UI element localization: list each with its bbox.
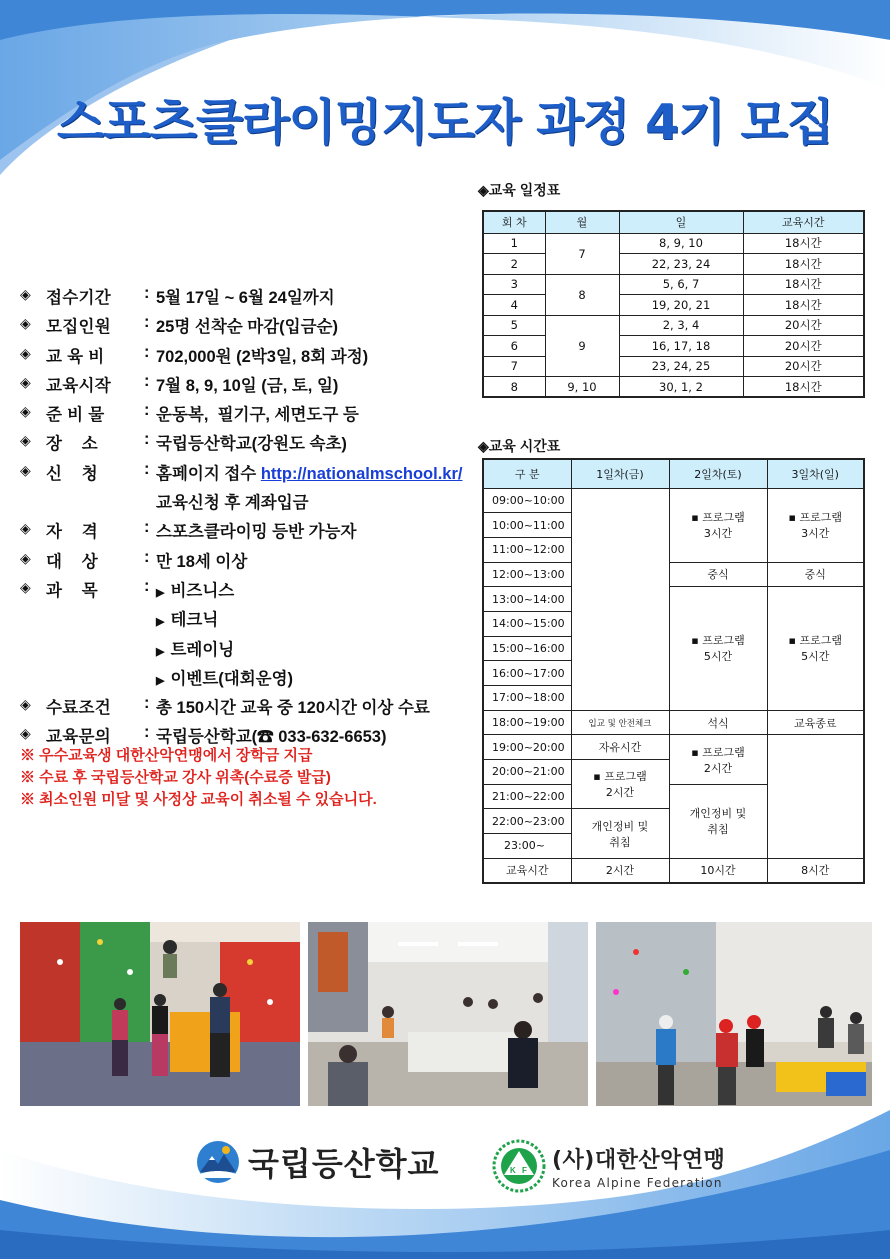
table-cell: 20시간 [743, 315, 864, 336]
info-row-subject-4 [20, 665, 470, 694]
info-label: 장 소 [46, 435, 99, 454]
triangle-right-icon: ▶ [156, 645, 165, 658]
info-row-capacity: ◈ 모집인원 : 25명 선착순 마감(입금순) [20, 313, 338, 337]
table-cell: 18시간 [743, 233, 864, 254]
info-row-subjects: ◈ 과 목 : ▶ 비즈니스 [20, 576, 235, 600]
info-value: 스포츠클라이밍 등반 가능자 [156, 523, 357, 542]
triangle-right-icon: ▶ [156, 674, 165, 687]
info-label: 모집인원 [46, 318, 111, 337]
time-cell: 18:00~19:00 [483, 710, 571, 735]
mountain-logo-icon [196, 1140, 240, 1184]
table-row [483, 295, 864, 316]
diamond-icon: ◈ [20, 696, 31, 713]
federation-name-en: Korea Alpine Federation [552, 1175, 723, 1190]
table-cell: 20시간 [743, 356, 864, 377]
subject-item: 이벤트(대회운영) [170, 669, 294, 688]
table-cell: 10시간 [669, 858, 767, 883]
table-cell: 19, 20, 21 [619, 295, 743, 316]
table-cell [571, 488, 669, 710]
info-value: 국립등산학교(강원도 속초) [156, 435, 347, 454]
table-cell: 30, 1, 2 [619, 377, 743, 398]
note-item: ※ 최소인원 미달 및 사정상 교육이 취소될 수 있습니다. [20, 791, 377, 808]
time-cell: 16:00~17:00 [483, 661, 571, 686]
table-cell: 9, 10 [545, 377, 619, 398]
table-cell: 2, 3, 4 [619, 315, 743, 336]
program-cell: ▪ 프로그램 5시간 [669, 587, 767, 710]
diamond-icon: ◈ [20, 403, 31, 420]
table-cell: 2시간 [571, 858, 669, 883]
table-row [483, 274, 864, 295]
climbing-wall-photo [20, 922, 300, 1106]
info-row-fee: ◈ 교 육 비 : 702,000원 (2박3일, 8회 과정) [20, 342, 369, 366]
time-cell: 21:00~22:00 [483, 784, 571, 809]
info-row-start: ◈ 교육시작 : 7월 8, 9, 10일 (금, 토, 일) [20, 371, 339, 395]
info-label: 준 비 물 [46, 406, 105, 425]
diamond-icon: ◈ [20, 344, 31, 361]
table-cell: 5 [483, 315, 545, 336]
info-value: 702,000원 (2박3일, 8회 과정) [156, 347, 369, 366]
kaf-emblem-icon [492, 1139, 546, 1193]
table-cell: 22, 23, 24 [619, 254, 743, 275]
table-row [483, 336, 864, 357]
info-row-subject-3 [20, 636, 470, 665]
diamond-icon: ◈ [20, 315, 31, 332]
info-row-target: ◈ 대 상 : 만 18세 이상 [20, 547, 248, 571]
table-cell: 20시간 [743, 336, 864, 357]
time-cell: 17:00~18:00 [483, 686, 571, 711]
info-label: 대 상 [46, 552, 99, 571]
table-cell: 개인정비 및 취침 [669, 784, 767, 858]
table-cell: 석식 [669, 710, 767, 735]
time-cell: 23:00~ [483, 834, 571, 859]
federation-text [552, 1143, 725, 1190]
table-row [483, 377, 864, 398]
program-cell: ▪ 프로그램 2시간 [571, 760, 669, 809]
diamond-icon: ◈ [20, 578, 31, 595]
federation-name: (사)대한산악연맹 [552, 1147, 726, 1173]
diamond-icon: ◈ [20, 461, 31, 478]
table-row [483, 356, 864, 377]
diamond-icon: ◈ [20, 549, 31, 566]
classroom-photo [308, 922, 588, 1106]
info-label: 교육시작 [46, 376, 111, 395]
table-row [483, 254, 864, 275]
info-row-place: ◈ 장 소 : 국립등산학교(강원도 속초) [20, 430, 347, 454]
subject-item: 비즈니스 [170, 581, 235, 600]
info-label: 자 격 [46, 523, 99, 542]
info-value: 운동복, 필기구, 세면도구 등 [156, 406, 359, 425]
table-cell: 8 [545, 274, 619, 315]
table-header: 1일차(금) [571, 459, 669, 488]
table-cell: 2 [483, 254, 545, 275]
time-cell: 12:00~13:00 [483, 562, 571, 587]
table-cell: 5, 6, 7 [619, 274, 743, 295]
info-value: 국립등산학교(☎ 033-632-6653) [156, 728, 387, 747]
table-cell: 18시간 [743, 377, 864, 398]
table-cell: 8, 9, 10 [619, 233, 743, 254]
table-cell: 자유시간 [571, 735, 669, 760]
table-header: 회 차 [483, 211, 545, 233]
diamond-icon: ◈ [20, 432, 31, 449]
table-cell: 개인정비 및 취침 [571, 809, 669, 858]
diamond-icon: ◈ [20, 520, 31, 537]
info-label: 수료조건 [46, 699, 111, 718]
info-label: 신 청 [46, 464, 99, 483]
bottom-banner [0, 1110, 890, 1259]
info-value [156, 460, 463, 484]
table-cell: 교육시간 [483, 858, 571, 883]
table-cell: 6 [483, 336, 545, 357]
info-row-period: ◈ 접수기간 : 5월 17일 ~ 6월 24일까지 [20, 284, 335, 307]
info-row-subject-2 [20, 606, 470, 635]
info-row-inquiry: ◈ 교육문의 : 국립등산학교(☎ 033-632-6653) [20, 723, 387, 747]
time-cell: 14:00~15:00 [483, 611, 571, 636]
info-label: 과 목 [46, 581, 99, 600]
schedule-title: ◈교육 일정표 [478, 182, 561, 198]
table-cell: 8 [483, 377, 545, 398]
note-item: ※ 우수교육생 대한산악연맹에서 장학금 지급 [20, 747, 313, 764]
program-cell: ▪ 프로그램 3시간 [767, 488, 864, 562]
info-row-qualification: ◈ 자 격 : 스포츠클라이밍 등반 가능자 [20, 518, 357, 542]
info-row-supplies: ◈ 준 비 물 : 운동복, 필기구, 세면도구 등 [20, 401, 359, 425]
table-cell: 중식 [767, 562, 864, 587]
info-value: 5월 17일 ~ 6월 24일까지 [156, 289, 335, 307]
federation-logo [492, 1139, 725, 1193]
program-cell: ▪ 프로그램 3시간 [669, 488, 767, 562]
time-cell: 11:00~12:00 [483, 537, 571, 562]
table-cell: 7 [545, 233, 619, 274]
table-header: 3일차(일) [767, 459, 864, 488]
info-value: 교육신청 후 계좌입금 [156, 494, 309, 513]
table-row [483, 233, 864, 254]
info-value: 7월 8, 9, 10일 (금, 토, 일) [156, 376, 339, 395]
diamond-icon: ◈ [20, 373, 31, 390]
emblem-letter: F [522, 1166, 527, 1175]
table-cell: 8시간 [767, 858, 864, 883]
indoor-gym-photo [596, 922, 872, 1106]
info-label: 교 육 비 [46, 347, 105, 366]
triangle-right-icon: ▶ [156, 616, 165, 629]
info-list [20, 284, 470, 753]
info-value: 만 18세 이상 [156, 552, 248, 571]
info-row-apply: ◈ 신 청 : 홈페이지 접수 http://nationalmschool.kr/ [20, 459, 463, 483]
subject-item: 테크닉 [170, 611, 219, 630]
triangle-right-icon: ▶ [156, 586, 165, 599]
emblem-letter: K [510, 1166, 516, 1175]
photo-strip [20, 922, 872, 1106]
time-cell: 20:00~21:00 [483, 760, 571, 785]
subject-item: 트레이닝 [170, 640, 235, 659]
table-cell: 4 [483, 295, 545, 316]
table-cell: 1 [483, 233, 545, 254]
diamond-icon: ◈ [20, 725, 31, 742]
time-cell: 09:00~10:00 [483, 488, 571, 513]
table-cell: 교육종료 [767, 710, 864, 735]
table-cell: 18시간 [743, 295, 864, 316]
time-cell: 10:00~11:00 [483, 513, 571, 538]
info-label: 접수기간 [46, 289, 111, 307]
time-cell: 22:00~23:00 [483, 809, 571, 834]
table-cell: 입교 및 안전체크 [571, 710, 669, 735]
time-cell: 13:00~14:00 [483, 587, 571, 612]
time-cell: 15:00~16:00 [483, 636, 571, 661]
notes [20, 744, 377, 810]
info-value: 25명 선착순 마감(입금순) [156, 318, 338, 337]
table-cell: 18시간 [743, 274, 864, 295]
program-cell: ▪ 프로그램 2시간 [669, 735, 767, 784]
table-cell: 3 [483, 274, 545, 295]
info-row-completion: ◈ 수료조건 : 총 150시간 교육 중 120시간 이상 수료 [20, 694, 430, 718]
note-item: ※ 수료 후 국립등산학교 강사 위촉(수료증 발급) [20, 769, 331, 786]
table-cell [767, 735, 864, 858]
timetable-title: ◈교육 시간표 [478, 438, 561, 454]
table-header: 교육시간 [743, 211, 864, 233]
diamond-icon: ◈ [20, 286, 31, 302]
table-header: 일 [619, 211, 743, 233]
table-header: 2일차(토) [669, 459, 767, 488]
table-cell: 9 [545, 315, 619, 377]
table-cell: 16, 17, 18 [619, 336, 743, 357]
table-header: 구 분 [483, 459, 571, 488]
page-title: 스포츠클라이밍지도자 과정 4기 모집 [56, 94, 834, 151]
table-cell: 23, 24, 25 [619, 356, 743, 377]
table-cell: 중식 [669, 562, 767, 587]
school-logo [196, 1139, 439, 1185]
table-cell: 18시간 [743, 254, 864, 275]
program-cell: ▪ 프로그램 5시간 [767, 587, 864, 710]
homepage-link[interactable]: http://nationalmschool.kr/ [260, 464, 463, 483]
apply-text: 홈페이지 접수 [156, 464, 261, 483]
timetable [482, 458, 865, 884]
table-cell: 7 [483, 356, 545, 377]
info-label: 교육문의 [46, 728, 111, 747]
table-header: 월 [545, 211, 619, 233]
school-name: 국립등산학교 [248, 1145, 440, 1183]
info-value: 총 150시간 교육 중 120시간 이상 수료 [156, 699, 430, 718]
time-cell: 19:00~20:00 [483, 735, 571, 760]
table-row [483, 315, 864, 336]
info-row-apply-sub [20, 489, 470, 518]
schedule-table [482, 210, 865, 398]
